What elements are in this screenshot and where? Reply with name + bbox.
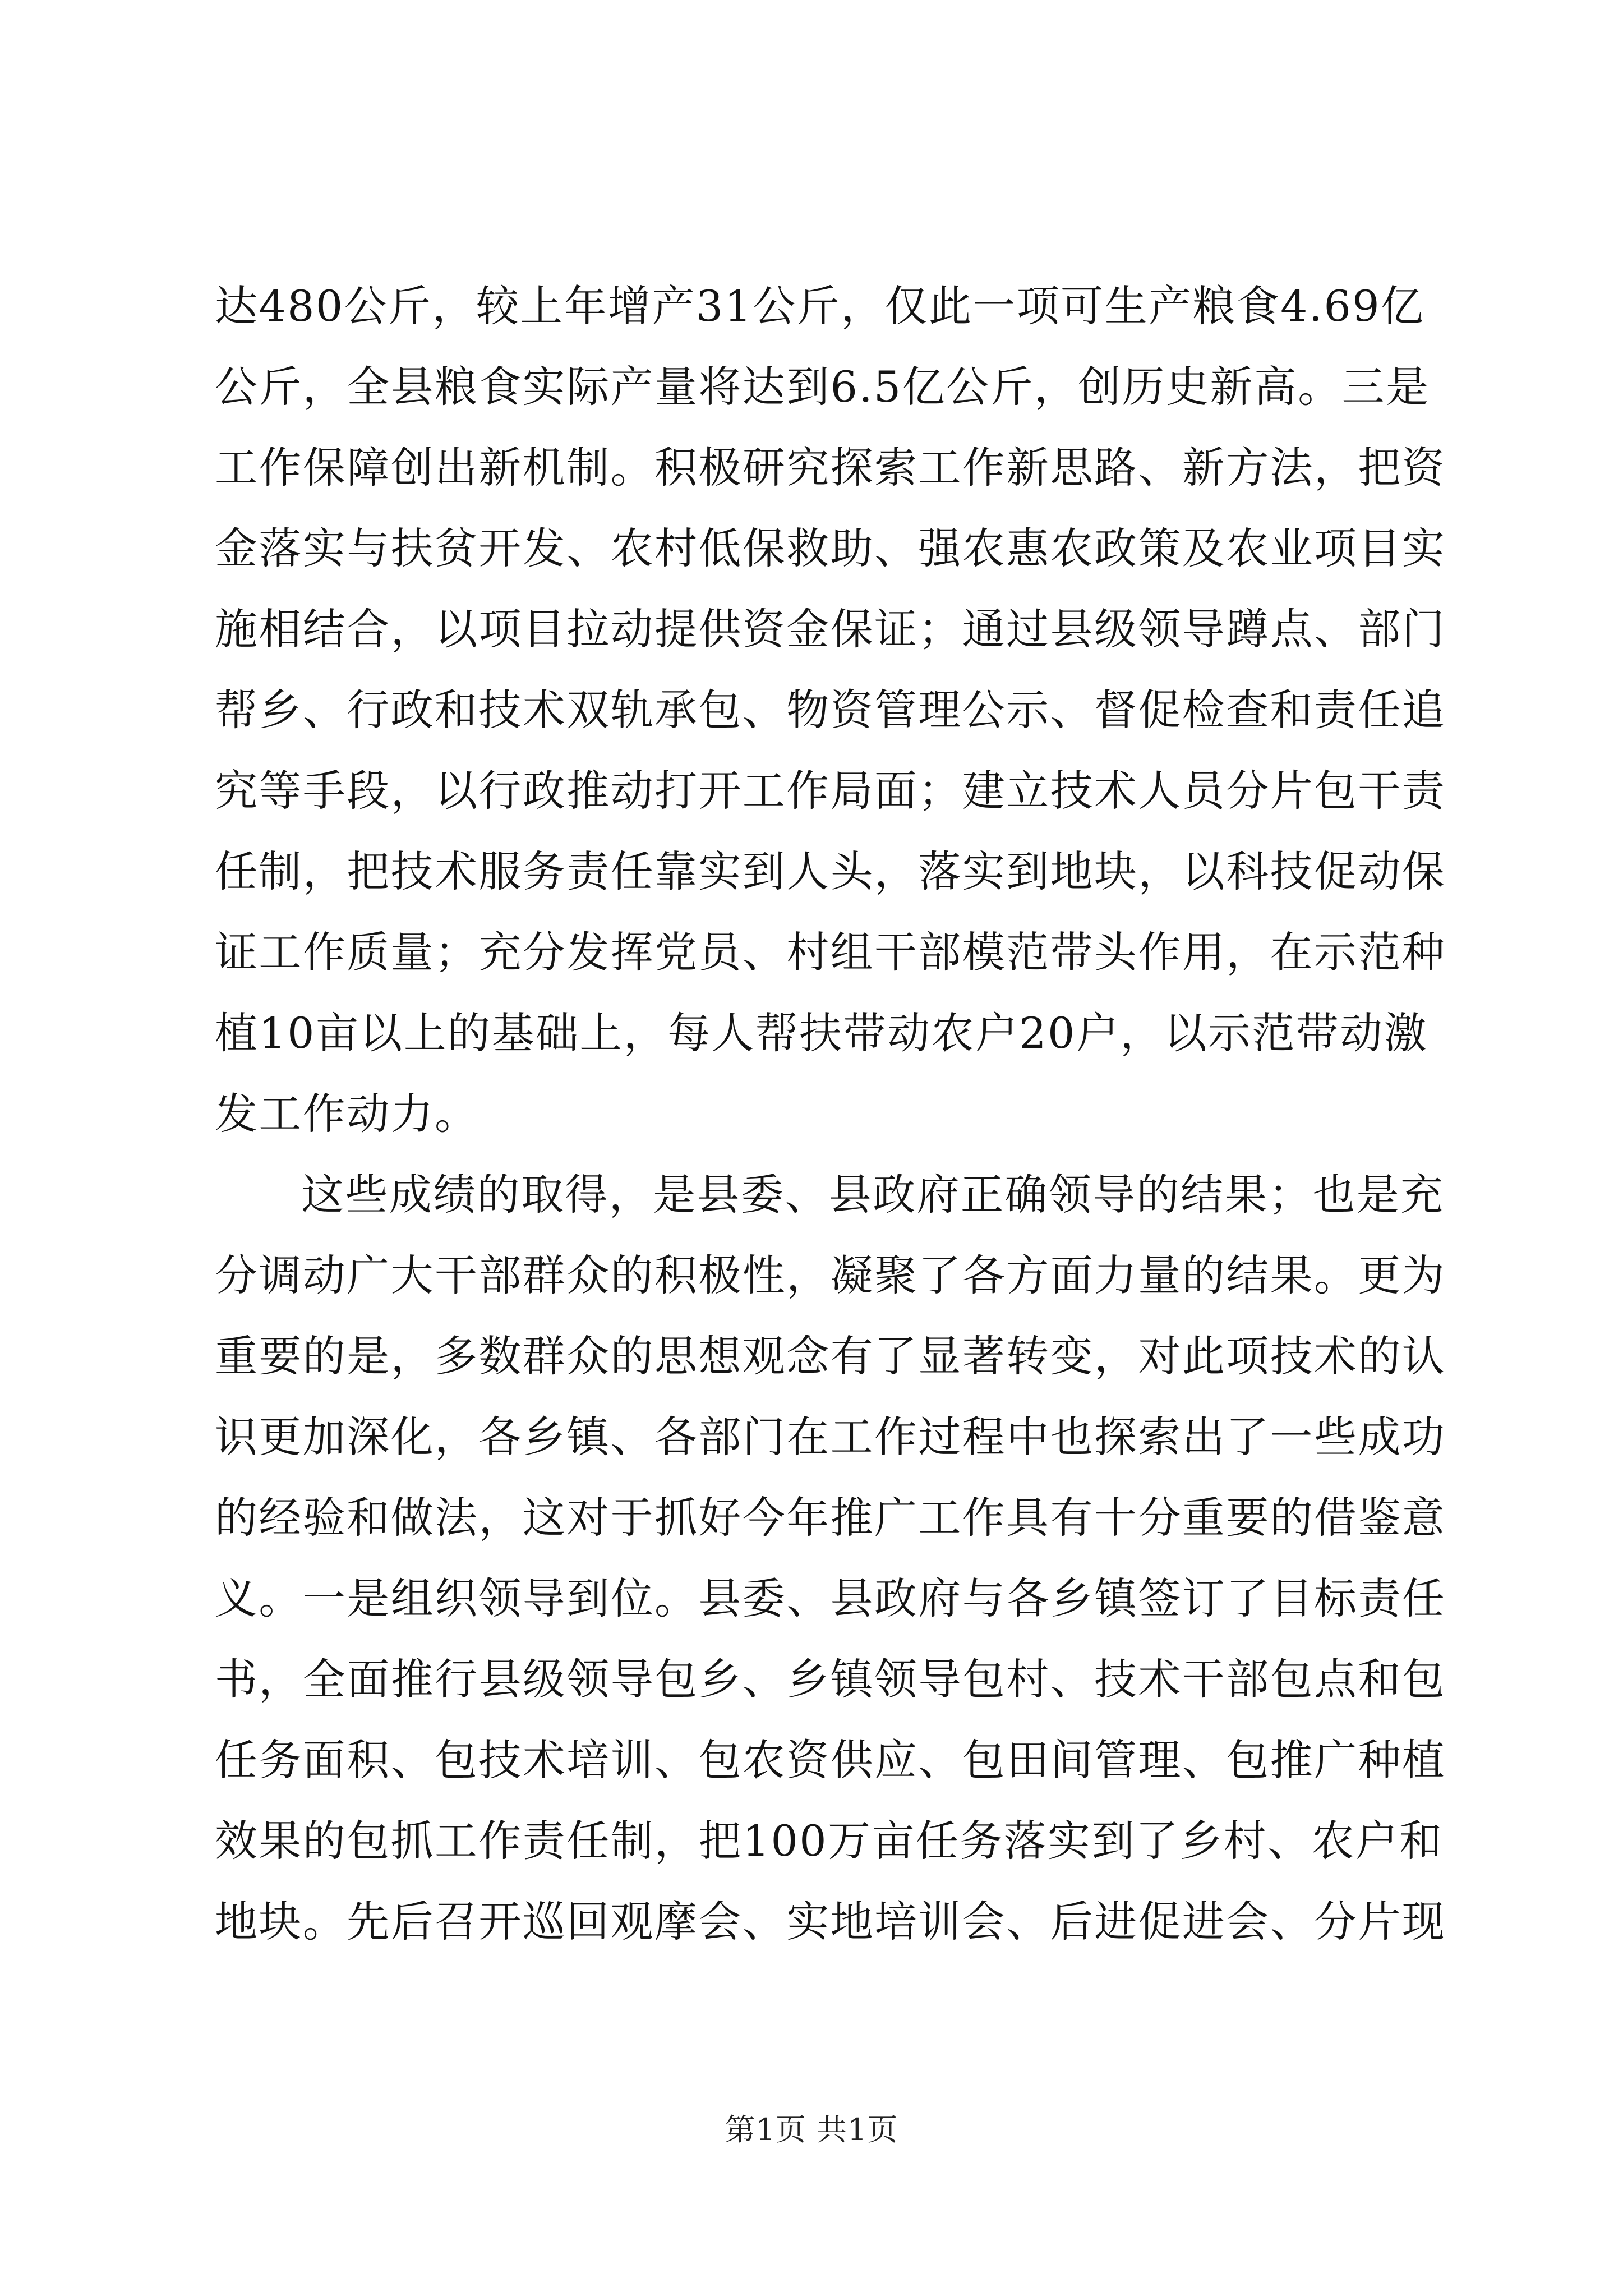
text-line: 施相结合，以项目拉动提供资金保证；通过县级领导蹲点、部门 [215, 604, 1446, 654]
text-line: 金落实与扶贫开发、农村低保救助、强农惠农政策及农业项目实 [215, 523, 1446, 573]
text-line: 发工作动力。 [215, 1089, 479, 1139]
text-line: 的经验和做法，这对于抓好今年推广工作具有十分重要的借鉴意 [215, 1493, 1446, 1543]
text-line: 公斤，全县粮食实际产量将达到6.5亿公斤，创历史新高。三是 [215, 362, 1430, 412]
text-line: 工作保障创出新机制。积极研究探索工作新思路、新方法，把资 [215, 443, 1446, 493]
paragraph-first-line: 这些成绩的取得，是县委、县政府正确领导的结果；也是充 [301, 1170, 1445, 1220]
text-line: 达480公斤，较上年增产31公斤，仅此一项可生产粮食4.69亿 [215, 281, 1425, 331]
text-line: 帮乡、行政和技术双轨承包、物资管理公示、督促检查和责任追 [215, 685, 1446, 735]
text-line: 分调动广大干部群众的积极性，凝聚了各方面力量的结果。更为 [215, 1250, 1446, 1300]
text-line: 效果的包抓工作责任制，把100万亩任务落实到了乡村、农户和 [215, 1816, 1444, 1866]
text-line: 识更加深化，各乡镇、各部门在工作过程中也探索出了一些成功 [215, 1412, 1446, 1462]
text-line: 任务面积、包技术培训、包农资供应、包田间管理、包推广种植 [215, 1735, 1446, 1785]
text-line: 书，全面推行县级领导包乡、乡镇领导包村、技术干部包点和包 [215, 1654, 1446, 1704]
text-line: 证工作质量；充分发挥党员、村组干部模范带头作用，在示范种 [215, 927, 1446, 977]
document-body [215, 266, 1446, 1962]
text-line: 究等手段，以行政推动打开工作局面；建立技术人员分片包干责 [215, 766, 1446, 816]
text-line: 地块。先后召开巡回观摩会、实地培训会、后进促进会、分片现 [215, 1897, 1446, 1947]
text-line: 植10亩以上的基础上，每人帮扶带动农户20户，以示范带动激 [215, 1008, 1428, 1058]
text-line: 义。一是组织领导到位。县委、县政府与各乡镇签订了目标责任 [215, 1573, 1446, 1623]
text-line: 任制，把技术服务责任靠实到人头，落实到地块，以科技促动保 [215, 846, 1446, 896]
page-number-footer: 第1页 共1页 [725, 2112, 898, 2147]
text-line: 重要的是，多数群众的思想观念有了显著转变，对此项技术的认 [215, 1331, 1446, 1381]
